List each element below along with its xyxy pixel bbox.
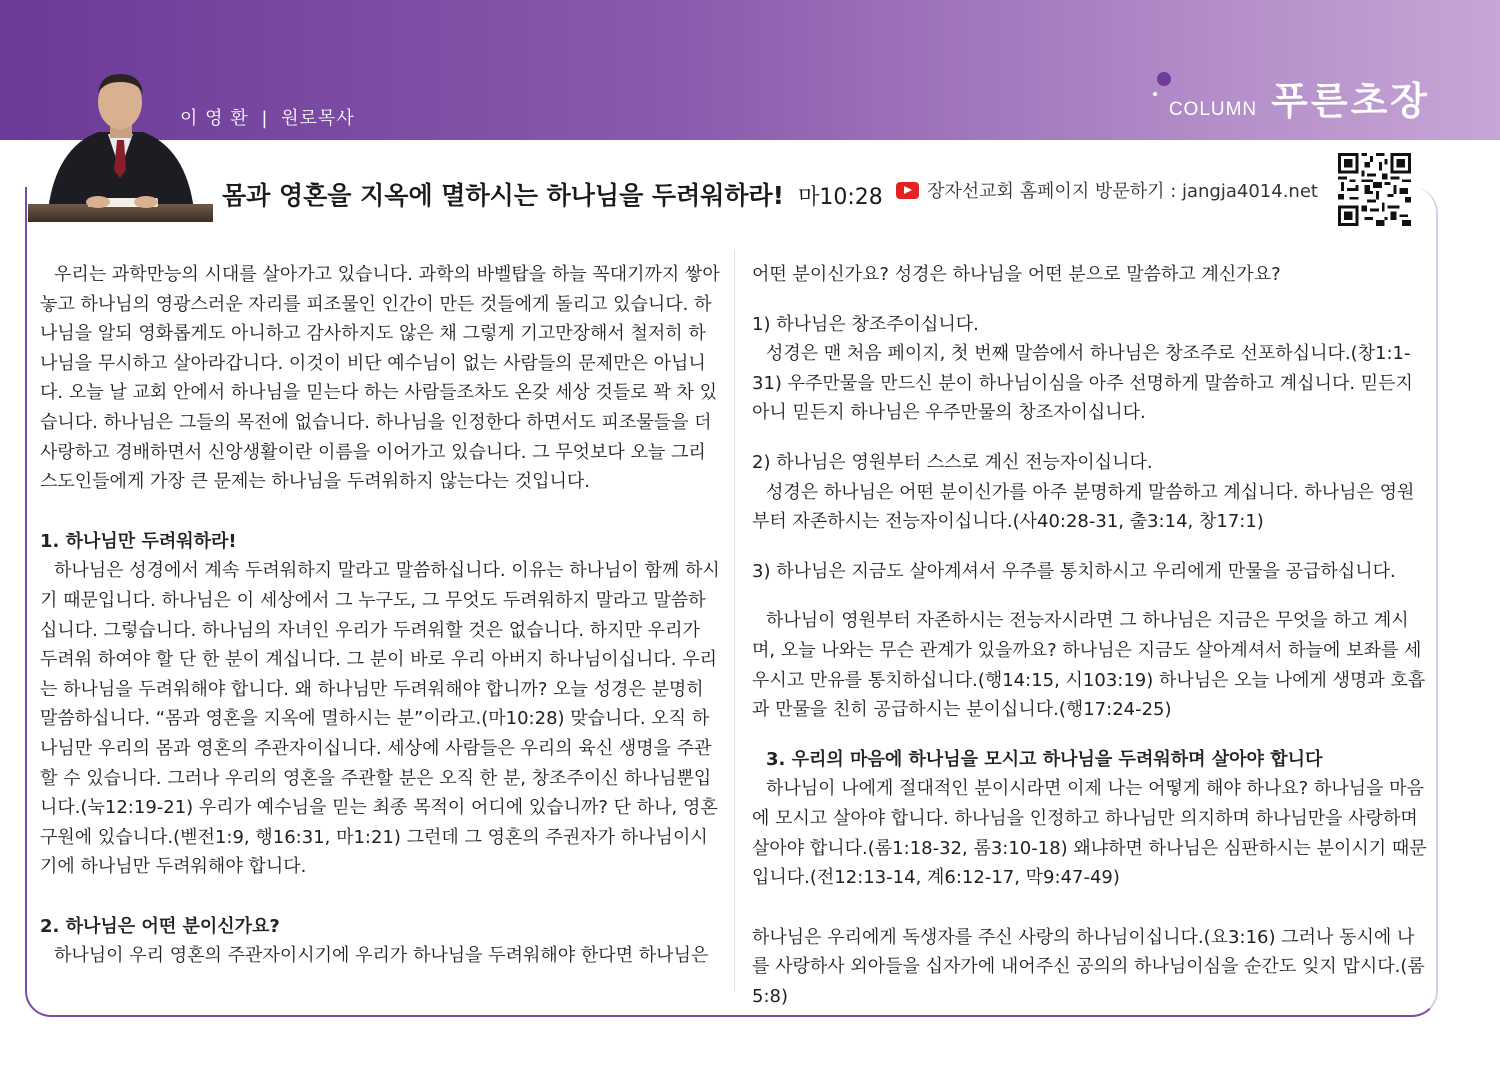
intro-paragraph: 우리는 과학만능의 시대를 살아가고 있습니다. 과학의 바벨탑을 하늘 꼭대기까지 쌓아놓고 하나님의 영광스러운 자리를 피조물인 인간이 만든 것들에게 돌리고 있습니다. 하나님을 알되 영화롭게도 아니하고 감사하지도 않은 채 그렇게 기고만장해서 철저히 하나님을 무시하고 살아라갑니다. 이것이 비단 예수님이 없는 사람들의 문제만은 아닙니다. 오늘 날 교회 안에서 하나님을 믿는다 하는 사람들조차도 온갖 세상 것들로 꽉 차 있습니다. 하나님은 그들의 목전에 없습니다. 하나님을 인정한다 하면서도 피조물들을 더 사랑하고 경배하면서 신앙생활이란 이름을 이어가고 있습니다. 그 무엇보다 오늘 그리스도인들에게 가장 큰 문제는 하나님을 두려워하지 않는다는 것입니다. (40, 264, 720, 493)
article-reference: 마10:28 (798, 185, 883, 210)
column-small-dot-icon (1153, 92, 1157, 96)
point-3-paragraph: 하나님이 영원부터 자존하시는 전능자시라면 그 하나님은 지금은 무엇을 하고 계시며, 오늘 나와는 무슨 관계가 있을까요? 하나님은 지금도 살아계셔서 하늘에 보좌를 세우시고 만유를 통치하십니다.(행14:15, 시103:19) 하나님은 오늘 나에게 생명과 호흡과 만물을 친히 공급하시는 분이십니다.(행17:24-25) (752, 610, 1426, 721)
point-3-heading: 3) 하나님은 지금도 살아계셔서 우주를 통치하시고 우리에게 만물을 공급하십니다. (752, 560, 1396, 582)
point-2-paragraph: 성경은 하나님은 어떤 분이신가를 아주 분명하게 말씀하고 계십니다. 하나님은 영원부터 자존하시는 전능자이십니다.(사40:28-31, 출3:14, 창17:1) (752, 481, 1415, 533)
section-heading-3: 3. 우리의 마음에 하나님을 모시고 하나님을 두려워하며 살아야 합니다 (766, 748, 1323, 770)
column-divider (734, 250, 735, 992)
article-title: 몸과 영혼을 지옥에 멸하시는 하나님을 두려워하라! (222, 181, 785, 210)
section-heading-1: 1. 하나님만 두려워하라! (40, 530, 237, 552)
section-1-paragraph: 하나님은 성경에서 계속 두려워하지 말라고 말씀하십니다. 이유는 하나님이 함께 하시기 때문입니다. 하나님은 이 세상에서 그 누구도, 그 무엇도 두려워하지 말라고 말씀하십니다. 그렇습니다. 하나님의 자녀인 우리가 두려워할 것은 없습니다. 하지만 우리가 두려워 하여야 할 단 한 분이 계십니다. 그 분이 바로 우리 아버지 하나님이십니다. 우리는 하나님을 두려워해야 합니다. 왜 하나님만 두려워해야 합니까? 오늘 성경은 분명히 말씀하십니다. “몸과 영혼을 지옥에 멸하시는 분”이라고.(마10:28) 맞습니다. 오직 하나님만 우리의 몸과 영혼의 주관자이십니다. 세상에 사람들은 우리의 육신 생명을 주관할 수 있습니다. 그러나 우리의 영혼을 주관할 분은 오직 한 분, 창조주이신 하나님뿐입니다.(눅12:19-21) 우리가 예수님을 믿는 최종 목적이 어디에 있습니까? 단 하나, 영혼 구원에 있습니다.(벧전1:9, 행16:31, 마1:21) 그런데 그 영혼의 주권자가 하나님이시기에 하나님만 두려워해야 합니다. (40, 560, 720, 878)
author-name: 이 영 환 (180, 108, 249, 129)
column-label (1169, 70, 1430, 125)
column-title: 푸른초장 (1271, 79, 1430, 123)
point-1-paragraph: 성경은 맨 처음 페이지, 첫 번째 말씀에서 하나님은 창조주로 선포하십니다.(창1:1-31) 우주만물을 만드신 분이 하나님이심을 아주 선명하게 말씀하고 계십니다. 믿든지 아니 믿든지 하나님은 우주만물의 창조자이십니다. (752, 343, 1413, 424)
author-role: 원로목사 (281, 108, 355, 129)
column-word: COLUMN (1168, 99, 1258, 120)
author-line (180, 104, 355, 130)
section-3-paragraph: 하나님이 나에게 절대적인 분이시라면 이제 나는 어떻게 해야 하나요? 하나님을 마음에 모시고 살아야 합니다. 하나님을 인정하고 하나님만 의지하며 하나님만을 사랑하며 살아야 합니다.(롬1:18-32, 롬3:10-18) 왜냐하면 하나님은 심판하시는 분이시기 때문입니다.(전12:13-14, 계6:12-17, 막9:47-49) (752, 778, 1427, 889)
point-2-heading: 2) 하나님은 영원부터 스스로 계신 전능자이십니다. (752, 451, 1153, 473)
section-heading-2: 2. 하나님은 어떤 분이신가요? (40, 915, 280, 937)
closing-paragraph: 하나님은 우리에게 독생자를 주신 사랑의 하나님이십니다.(요3:16) 그러나 동시에 나를 사랑하사 외아들을 십자가에 내어주신 공의의 하나님이심을 순간도 잊지 맙시다.(롬5:8) (752, 926, 1425, 1007)
right-column (752, 260, 1427, 1011)
author-separator: | (261, 108, 269, 129)
section-2-continuation: 어떤 분이신가요? 성경은 하나님을 어떤 분으로 말씀하고 계신가요? (752, 264, 1281, 285)
left-column (40, 260, 720, 971)
section-2-paragraph: 하나님이 우리 영혼의 주관자이시기에 우리가 하나님을 두려워해야 한다면 하나님은 (54, 945, 709, 967)
column-dot-icon (1157, 72, 1171, 86)
site-link-text[interactable]: 장자선교회 홈페이지 방문하기 : jangja4014.net (927, 181, 1318, 202)
point-1-heading: 1) 하나님은 창조주이십니다. (752, 313, 979, 335)
